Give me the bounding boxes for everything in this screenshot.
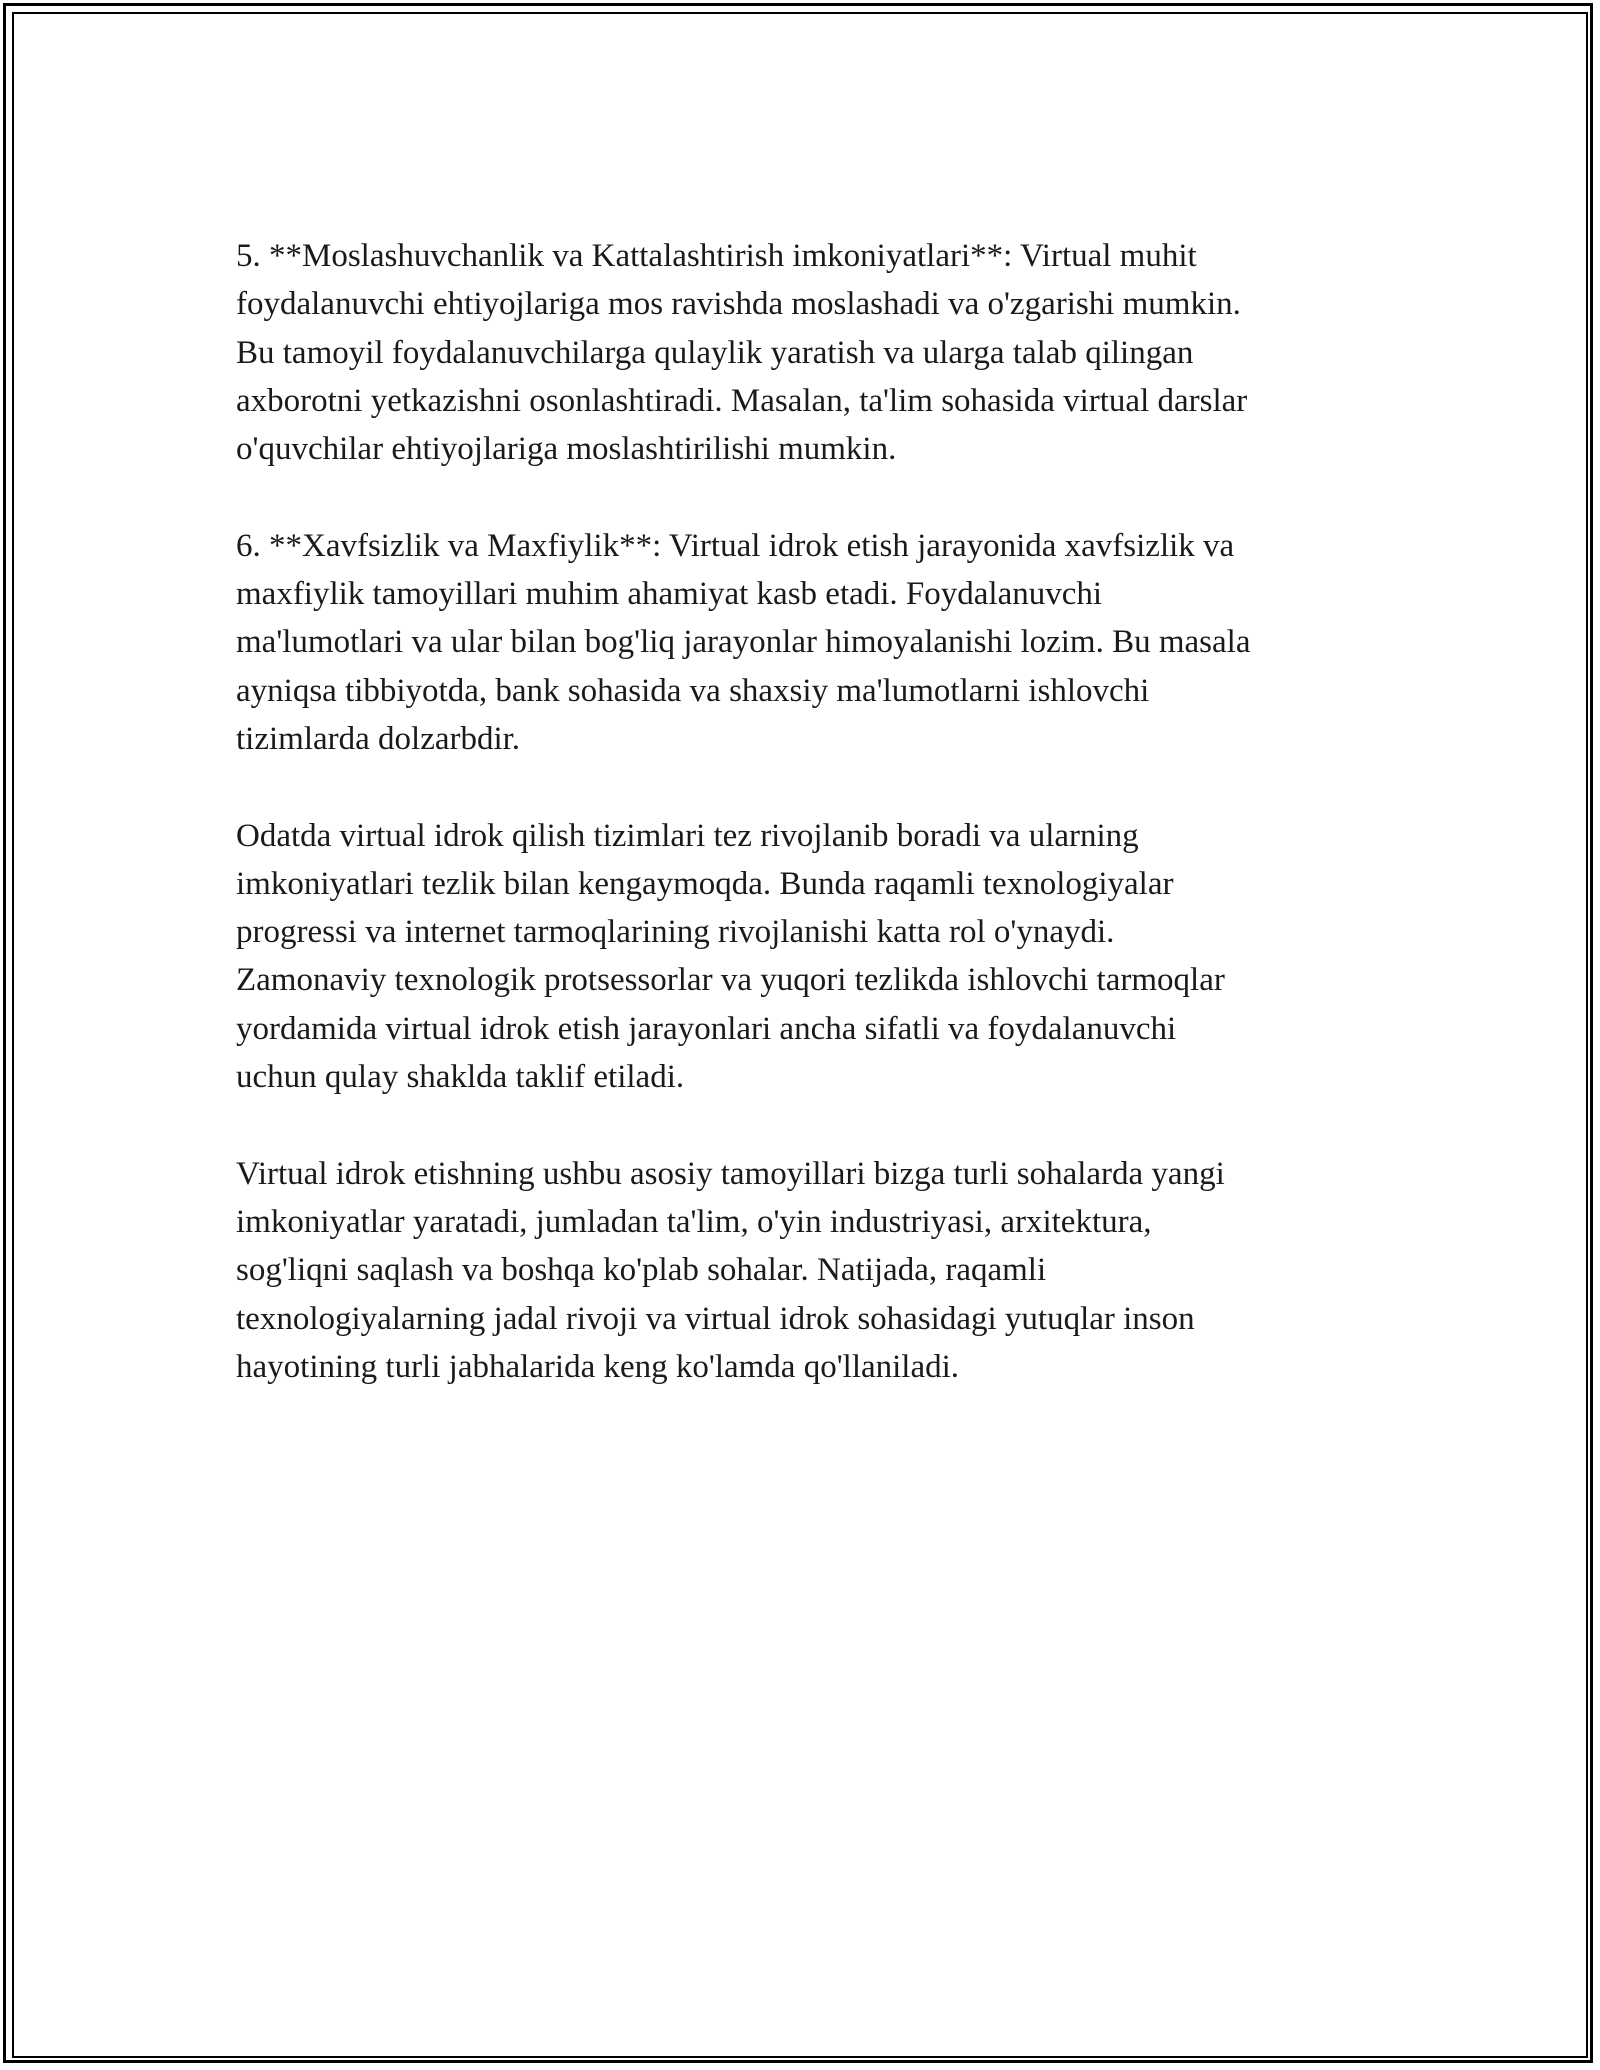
paragraph-conclusion: Virtual idrok etishning ushbu asosiy tamoyillari bizga turli sohalarda yangi imkoniyatlar yaratadi, jumladan ta'lim, o'yin industriyasi, arxitektura, sog'liqni saqlash va boshqa ko'plab sohalar. Natijada, raqamli texnologiyalarning jadal rivoji va virtual idrok sohasidagi yutuqlar inson hayotining turli jabhalarida keng ko'lamda qo'llaniladi. bbox=[236, 1155, 1225, 1385]
paragraph-rapid-development: Odatda virtual idrok qilish tizimlari tez rivojlanib boradi va ularning imkoniyatlari tezlik bilan kengaymoqda. Bunda raqamli texnologiyalar progressi va internet tarmoqlarining rivojlanishi katta rol o'ynaydi. Zamonaviy texnologik protsessorlar va yuqori tezlikda ishlovchi tarmoqlar yordamida virtual idrok etish jarayonlari ancha sifatli va foydalanuvchi uchun qulay shaklda taklif etiladi. bbox=[236, 817, 1225, 1096]
paragraph-flexibility-scalability: 5. **Moslashuvchanlik va Kattalashtirish imkoniyatlari**: Virtual muhit foydalanuvchi ehtiyojlariga mos ravishda moslashadi va o'zgarishi mumkin. Bu tamoyil foydalanuvchilarga qulaylik yaratish va ularga talab qilingan axborotni yetkazishni osonlashtiradi. Masalan, ta'lim sohasida virtual darslar o'quvchilar ehtiyojlariga moslashtirilishi mumkin. bbox=[236, 238, 1248, 468]
document-body bbox=[236, 232, 1376, 1439]
paragraph-security-privacy: 6. **Xavfsizlik va Maxfiylik**: Virtual idrok etish jarayonida xavfsizlik va maxfiylik tamoyillari muhim ahamiyat kasb etadi. Foydalanuvchi ma'lumotlari va ular bilan bog'liq jarayonlar himoyalanishi lozim. Bu masala ayniqsa tibbiyotda, bank sohasida va shaxsiy ma'lumotlarni ishlovchi tizimlarda dolzarbdir. bbox=[236, 527, 1251, 757]
